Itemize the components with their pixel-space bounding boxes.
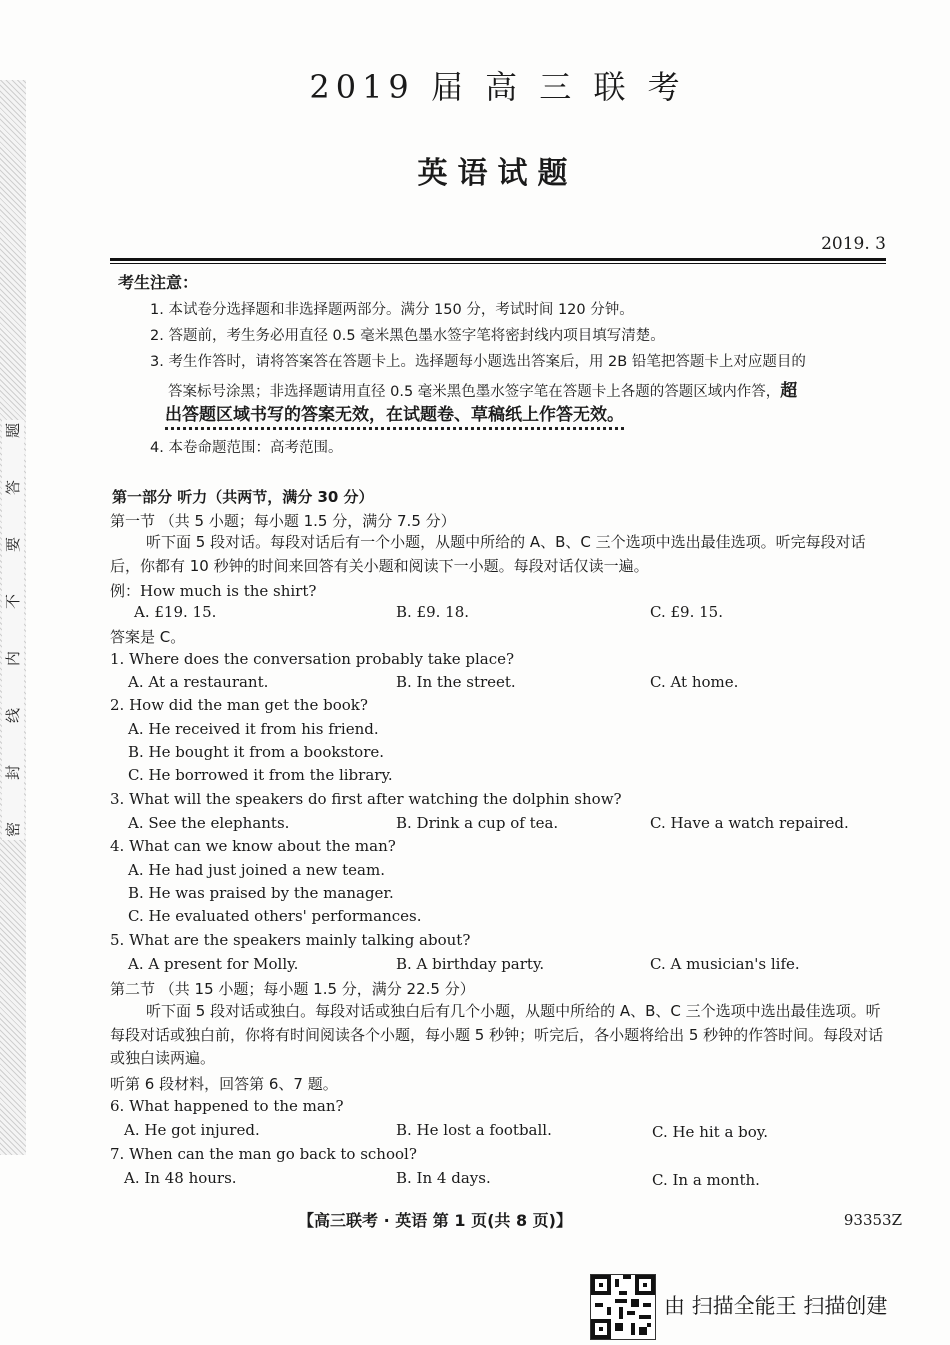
note-bold: 超 — [780, 381, 798, 401]
q4-option-b: B. He was praised by the manager. — [128, 884, 394, 902]
q5-option-c: C. A musician's life. — [650, 955, 800, 973]
note-item-3-warning: 出答题区域书写的答案无效，在试题卷、草稿纸上作答无效。 — [165, 400, 624, 430]
question-4: 4. What can we know about the man? — [110, 837, 396, 855]
example-question: 例：How much is the shirt? — [110, 582, 317, 600]
note-item-2: 2. 答题前，考生务必用直径 0.5 毫米黑色墨水签字笔将密封线内项目填写清楚。 — [150, 328, 665, 344]
q6-option-b: B. He lost a football. — [396, 1121, 552, 1139]
seal-char: 答 — [4, 479, 23, 496]
scanner-watermark: 由 扫描全能王 扫描创建 — [664, 1294, 888, 1318]
seal-char: 密 — [4, 821, 23, 838]
example-option-a: A. £19. 15. — [134, 603, 217, 621]
q5-option-a: A. A present for Molly. — [128, 955, 299, 973]
q1-option-b: B. In the street. — [396, 673, 516, 691]
question-3: 3. What will the speakers do first after watching the dolphin show? — [110, 790, 622, 808]
q3-option-b: B. Drink a cup of tea. — [396, 814, 559, 832]
q3-option-a: A. See the elephants. — [128, 814, 290, 832]
question-7: 7. When can the man go back to school? — [110, 1145, 417, 1163]
notes-heading: 考生注意： — [118, 273, 199, 292]
q4-option-a: A. He had just joined a new team. — [128, 861, 385, 879]
section1-heading: 第一节 （共 5 小题；每小题 1.5 分，满分 7.5 分） — [110, 512, 456, 530]
q7-option-a: A. In 48 hours. — [124, 1169, 237, 1187]
question-6: 6. What happened to the man? — [110, 1097, 344, 1115]
seal-char: 内 — [4, 650, 23, 667]
q3-option-c: C. Have a watch repaired. — [650, 814, 849, 832]
q2-option-b: B. He bought it from a bookstore. — [128, 743, 385, 761]
q2-option-a: A. He received it from his friend. — [128, 720, 379, 738]
header-rule — [110, 258, 886, 261]
section1-instructions: 听下面 5 段对话。每段对话后有一个小题，从题中所给的 A、B、C 三个选项中选出最佳选项。听完每段对话后，你都有 10 秒钟的时间来回答有关小题和阅读下一小题。每段对话仅读一遍。 — [110, 533, 866, 575]
exam-title: 2019 届 高 三 联 考 — [309, 68, 686, 106]
q2-option-c: C. He borrowed it from the library. — [128, 766, 393, 784]
note-item-3: 3. 考生作答时，请将答案答在答题卡上。选择题每小题选出答案后，用 2B 铅笔把答题卡上对应题目的 — [150, 354, 806, 370]
note-item-3-cont — [168, 376, 797, 401]
q4-option-c: C. He evaluated others' performances. — [128, 907, 422, 925]
question-5: 5. What are the speakers mainly talking about? — [110, 931, 471, 949]
seal-char: 线 — [4, 707, 23, 724]
note-item-4: 4. 本卷命题范围：高考范围。 — [150, 440, 343, 456]
example-answer: 答案是 C。 — [110, 628, 186, 646]
q1-option-a: A. At a restaurant. — [128, 673, 269, 691]
page-footer: 【高三联考 · 英语 第 1 页(共 8 页)】 — [298, 1211, 572, 1230]
header-rule-thin — [110, 263, 886, 264]
q7-option-b: B. In 4 days. — [396, 1169, 491, 1187]
q7-option-c: C. In a month. — [652, 1171, 760, 1189]
material-6-note: 听第 6 段材料，回答第 6、7 题。 — [110, 1075, 338, 1093]
paper-code: 93353Z — [843, 1211, 902, 1229]
example-option-b: B. £9. 18. — [396, 603, 470, 621]
qr-code-icon — [590, 1274, 656, 1340]
note-item-1: 1. 本试卷分选择题和非选择题两部分。满分 150 分，考试时间 120 分钟。 — [150, 302, 634, 318]
q5-option-b: B. A birthday party. — [396, 955, 545, 973]
question-1: 1. Where does the conversation probably take place? — [110, 650, 515, 668]
seal-char: 不 — [4, 593, 23, 610]
example-option-c: C. £9. 15. — [650, 603, 723, 621]
seal-char: 封 — [4, 764, 23, 781]
q6-option-a: A. He got injured. — [124, 1121, 260, 1139]
q1-option-c: C. At home. — [650, 673, 739, 691]
seal-char: 要 — [4, 536, 23, 553]
seal-char: 题 — [4, 422, 23, 439]
exam-subtitle: 英语试题 — [417, 156, 578, 191]
section2-instructions: 听下面 5 段对话或独白。每段对话或独白后有几个小题，从题中所给的 A、B、C 三个选项中选出最佳选项。听每段对话或独白前，你将有时间阅读各个小题，每小题 5 秒钟；听完后，各小题将给出 5 秒钟的作答时间。每段对话或独白读两遍。 — [110, 1002, 884, 1067]
section2-heading: 第二节 （共 15 小题；每小题 1.5 分，满分 22.5 分） — [110, 980, 475, 998]
part1-heading: 第一部分 听力（共两节，满分 30 分） — [112, 488, 374, 506]
seal-line-notice — [2, 420, 24, 840]
question-2: 2. How did the man get the book? — [110, 696, 368, 714]
q6-option-c: C. He hit a boy. — [652, 1123, 769, 1141]
note-text: 答案标号涂黑；非选择题请用直径 0.5 毫米黑色墨水签字笔在答题卡上各题的答题区域内作答， — [168, 384, 781, 400]
exam-date: 2019. 3 — [821, 234, 886, 254]
